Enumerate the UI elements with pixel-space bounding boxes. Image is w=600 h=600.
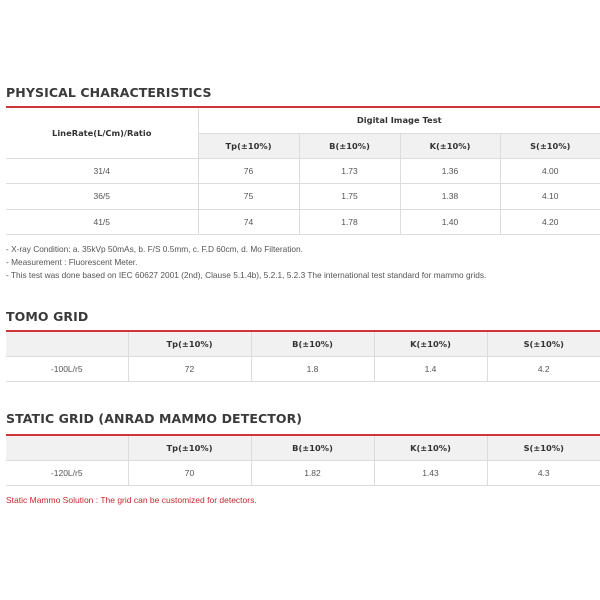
cell-tp: 72 bbox=[128, 356, 251, 381]
cell-b: 1.8 bbox=[251, 356, 374, 381]
table-row bbox=[6, 356, 600, 381]
cell-b: 1.73 bbox=[299, 158, 400, 184]
cell-linerate: 31/4 bbox=[6, 158, 198, 184]
physical-table bbox=[6, 106, 600, 235]
header-s: S(±10%) bbox=[487, 331, 600, 356]
header-tp: Tp(±10%) bbox=[128, 331, 251, 356]
cell-s: 4.00 bbox=[500, 158, 600, 184]
table-row bbox=[6, 209, 600, 235]
header-b: B(±10%) bbox=[251, 435, 374, 460]
cell-k: 1.36 bbox=[400, 158, 500, 184]
header-s: S(±10%) bbox=[487, 435, 600, 460]
cell-k: 1.40 bbox=[400, 209, 500, 235]
header-b: B(±10%) bbox=[251, 331, 374, 356]
table-row bbox=[6, 460, 600, 485]
cell-b: 1.78 bbox=[299, 209, 400, 235]
cell-s: 4.3 bbox=[487, 460, 600, 485]
header-k: K(±10%) bbox=[400, 133, 500, 158]
static-mammo-note: Static Mammo Solution : The grid can be customized for detectors. bbox=[6, 495, 257, 505]
note-test-standard: - This test was done based on IEC 60627 2001 (2nd), Clause 5.1.4b), 5.2.1, 5.2.3 The international test standard for mammo grids. bbox=[6, 270, 487, 280]
cell-s: 4.10 bbox=[500, 184, 600, 210]
physical-title: PHYSICAL CHARACTERISTICS bbox=[6, 85, 212, 100]
cell-linerate: 41/5 bbox=[6, 209, 198, 235]
cell-tp: 75 bbox=[198, 184, 299, 210]
tomo-title: TOMO GRID bbox=[6, 309, 89, 324]
cell-k: 1.43 bbox=[374, 460, 487, 485]
cell-tp: 70 bbox=[128, 460, 251, 485]
cell-tp: 76 bbox=[198, 158, 299, 184]
cell-k: 1.38 bbox=[400, 184, 500, 210]
cell-grid-type: -100L/r5 bbox=[6, 356, 128, 381]
header-k: K(±10%) bbox=[374, 331, 487, 356]
cell-grid-type: -120L/r5 bbox=[6, 460, 128, 485]
header-tp: Tp(±10%) bbox=[128, 435, 251, 460]
cell-s: 4.2 bbox=[487, 356, 600, 381]
cell-b: 1.82 bbox=[251, 460, 374, 485]
note-xray-condition: - X-ray Condition: a. 35kVp 50mAs, b. F/S 0.5mm, c. F.D 60cm, d. Mo Filteration. bbox=[6, 244, 303, 254]
header-linerate: LineRate(L/Cm)/Ratio bbox=[6, 107, 198, 158]
header-empty bbox=[6, 331, 128, 356]
header-digital-image-test: Digital Image Test bbox=[198, 107, 600, 133]
static-title: STATIC GRID (ANRAD MAMMO DETECTOR) bbox=[6, 411, 303, 426]
table-row bbox=[6, 158, 600, 184]
cell-linerate: 36/5 bbox=[6, 184, 198, 210]
table-row bbox=[6, 184, 600, 210]
header-k: K(±10%) bbox=[374, 435, 487, 460]
cell-s: 4.20 bbox=[500, 209, 600, 235]
header-b: B(±10%) bbox=[299, 133, 400, 158]
header-empty bbox=[6, 435, 128, 460]
note-measurement: - Measurement : Fluorescent Meter. bbox=[6, 257, 138, 267]
cell-tp: 74 bbox=[198, 209, 299, 235]
cell-k: 1.4 bbox=[374, 356, 487, 381]
tomo-table bbox=[6, 330, 600, 382]
header-tp: Tp(±10%) bbox=[198, 133, 299, 158]
header-s: S(±10%) bbox=[500, 133, 600, 158]
physical-notes bbox=[6, 243, 486, 282]
static-table bbox=[6, 434, 600, 486]
cell-b: 1.75 bbox=[299, 184, 400, 210]
